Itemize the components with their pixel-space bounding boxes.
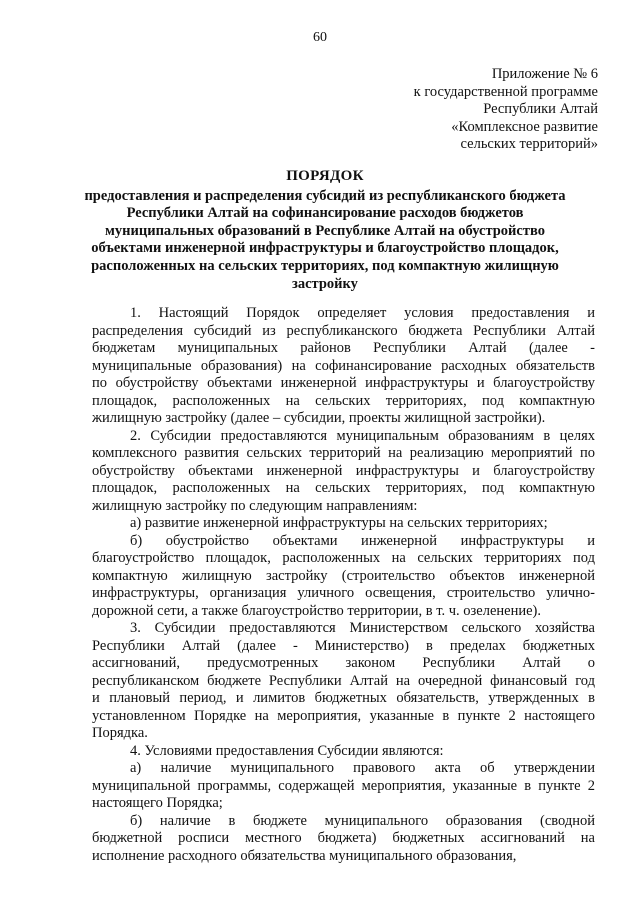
title-line: Республики Алтай на софинансирование расходов бюджетов (126, 205, 524, 222)
paragraph-line: площадок, расположенных на сельских территориях, под компактную (92, 392, 595, 409)
paragraph (92, 305, 595, 428)
paragraph-line: и плановый период, и лимитов бюджетных обязательств, утвержденных в (92, 690, 595, 706)
paragraph (92, 515, 595, 533)
appendix-line: Республики Алтай (483, 101, 598, 117)
title-line: предоставления и распределения субсидий из республиканского бюджета (84, 187, 566, 204)
paragraph-line: бюджетной росписи местного бюджета) бюджетных ассигнований на (92, 830, 595, 846)
appendix-line: сельских территорий» (460, 136, 598, 152)
paragraph-line: площадок, расположенных на сельских территориях, под компактную (92, 480, 595, 496)
paragraph-line: исполнение расходного обязательства муниципального образования, (92, 847, 517, 864)
paragraph-line: а) развитие инженерной инфраструктуры на сельских территориях; (130, 515, 548, 531)
paragraph-line: по обустройству объектами инженерной инфраструктуры и благоустройству (92, 375, 595, 391)
paragraph (92, 813, 595, 866)
paragraph-line: 3. Субсидии предоставляются Министерством сельского хозяйства (130, 620, 595, 636)
paragraph-line: бюджетам муниципальных районов Республики Алтай (далее - (92, 340, 595, 356)
paragraph-line: 2. Субсидии предоставляются муниципальным образованиям в целях (130, 427, 595, 444)
paragraph (92, 533, 595, 621)
paragraph-line: благоустройство площадок, расположенных на сельских территориях под (92, 550, 595, 566)
paragraph-line: ассигнований, предусмотренных законом Республики Алтай о (92, 655, 595, 671)
paragraph (92, 620, 595, 743)
paragraph-line: дорожной сети, а также благоустройство территории, в т. ч. озеленение). (92, 602, 541, 619)
paragraph-line: муниципальные образования) на софинансирование расходных обязательств (92, 357, 595, 374)
paragraph-line: б) наличие в бюджете муниципального образования (сводной (130, 812, 595, 829)
paragraph-line: настоящего Порядка; (92, 795, 223, 811)
paragraph-line: инфраструктуры, организация уличного освещения, строительство улично- (92, 585, 595, 601)
paragraph-line: б) обустройство объектами инженерной инфраструктуры и (130, 532, 595, 549)
title-line: расположенных на сельских территориях, под компактную жилищную (91, 257, 559, 274)
paragraph-line: республиканском бюджете Республики Алтай на очередной финансовый год (92, 672, 595, 689)
paragraph (92, 760, 595, 813)
document-body (92, 305, 595, 865)
paragraph-line: распределения субсидий из республиканского бюджета Республики Алтай (92, 322, 595, 339)
paragraph-line: 1. Настоящий Порядок определяет условия предоставления и (130, 305, 595, 321)
page-number: 60 (313, 30, 327, 45)
paragraph-line: жилищную застройку по следующим направлениям: (92, 497, 418, 514)
appendix-block (268, 66, 598, 154)
title-main: ПОРЯДОК (286, 168, 364, 184)
title-line: застройку (292, 275, 358, 292)
paragraph-line: Республики Алтай (далее - Министерство) в пределах бюджетных (92, 637, 595, 654)
paragraph-line: Порядка. (92, 725, 148, 741)
paragraph-line: установленном Порядке на мероприятия, указанные в пункте 2 настоящего (92, 707, 595, 724)
title-line: объектами инженерной инфраструктуры и благоустройство площадок, (91, 240, 559, 257)
appendix-line: «Комплексное развитие (451, 118, 598, 135)
paragraph-line: 4. Условиями предоставления Субсидии являются: (130, 742, 444, 759)
paragraph (92, 428, 595, 516)
appendix-line: к государственной программе (413, 83, 598, 100)
paragraph-line: а) наличие муниципального правового акта об утверждении (130, 760, 595, 776)
paragraph-line: муниципальной программы, содержащей мероприятия, указанные в пункте 2 (92, 777, 595, 794)
paragraph-line: обустройству объектами инженерной инфраструктуры и благоустройству (92, 462, 595, 479)
paragraph-line: комплексного развития сельских территорий на реализацию мероприятий по (92, 445, 595, 461)
paragraph-line: жилищную застройку (далее – субсидии, проекты жилищной застройки). (92, 410, 546, 426)
paragraph-line: компактную жилищную застройку (строительство объектов инженерной (92, 567, 595, 584)
appendix-line: Приложение № 6 (491, 66, 598, 82)
document-title (60, 168, 590, 293)
title-line: муниципальных образований в Республике Алтай на обустройство (105, 222, 545, 239)
paragraph (92, 743, 595, 761)
